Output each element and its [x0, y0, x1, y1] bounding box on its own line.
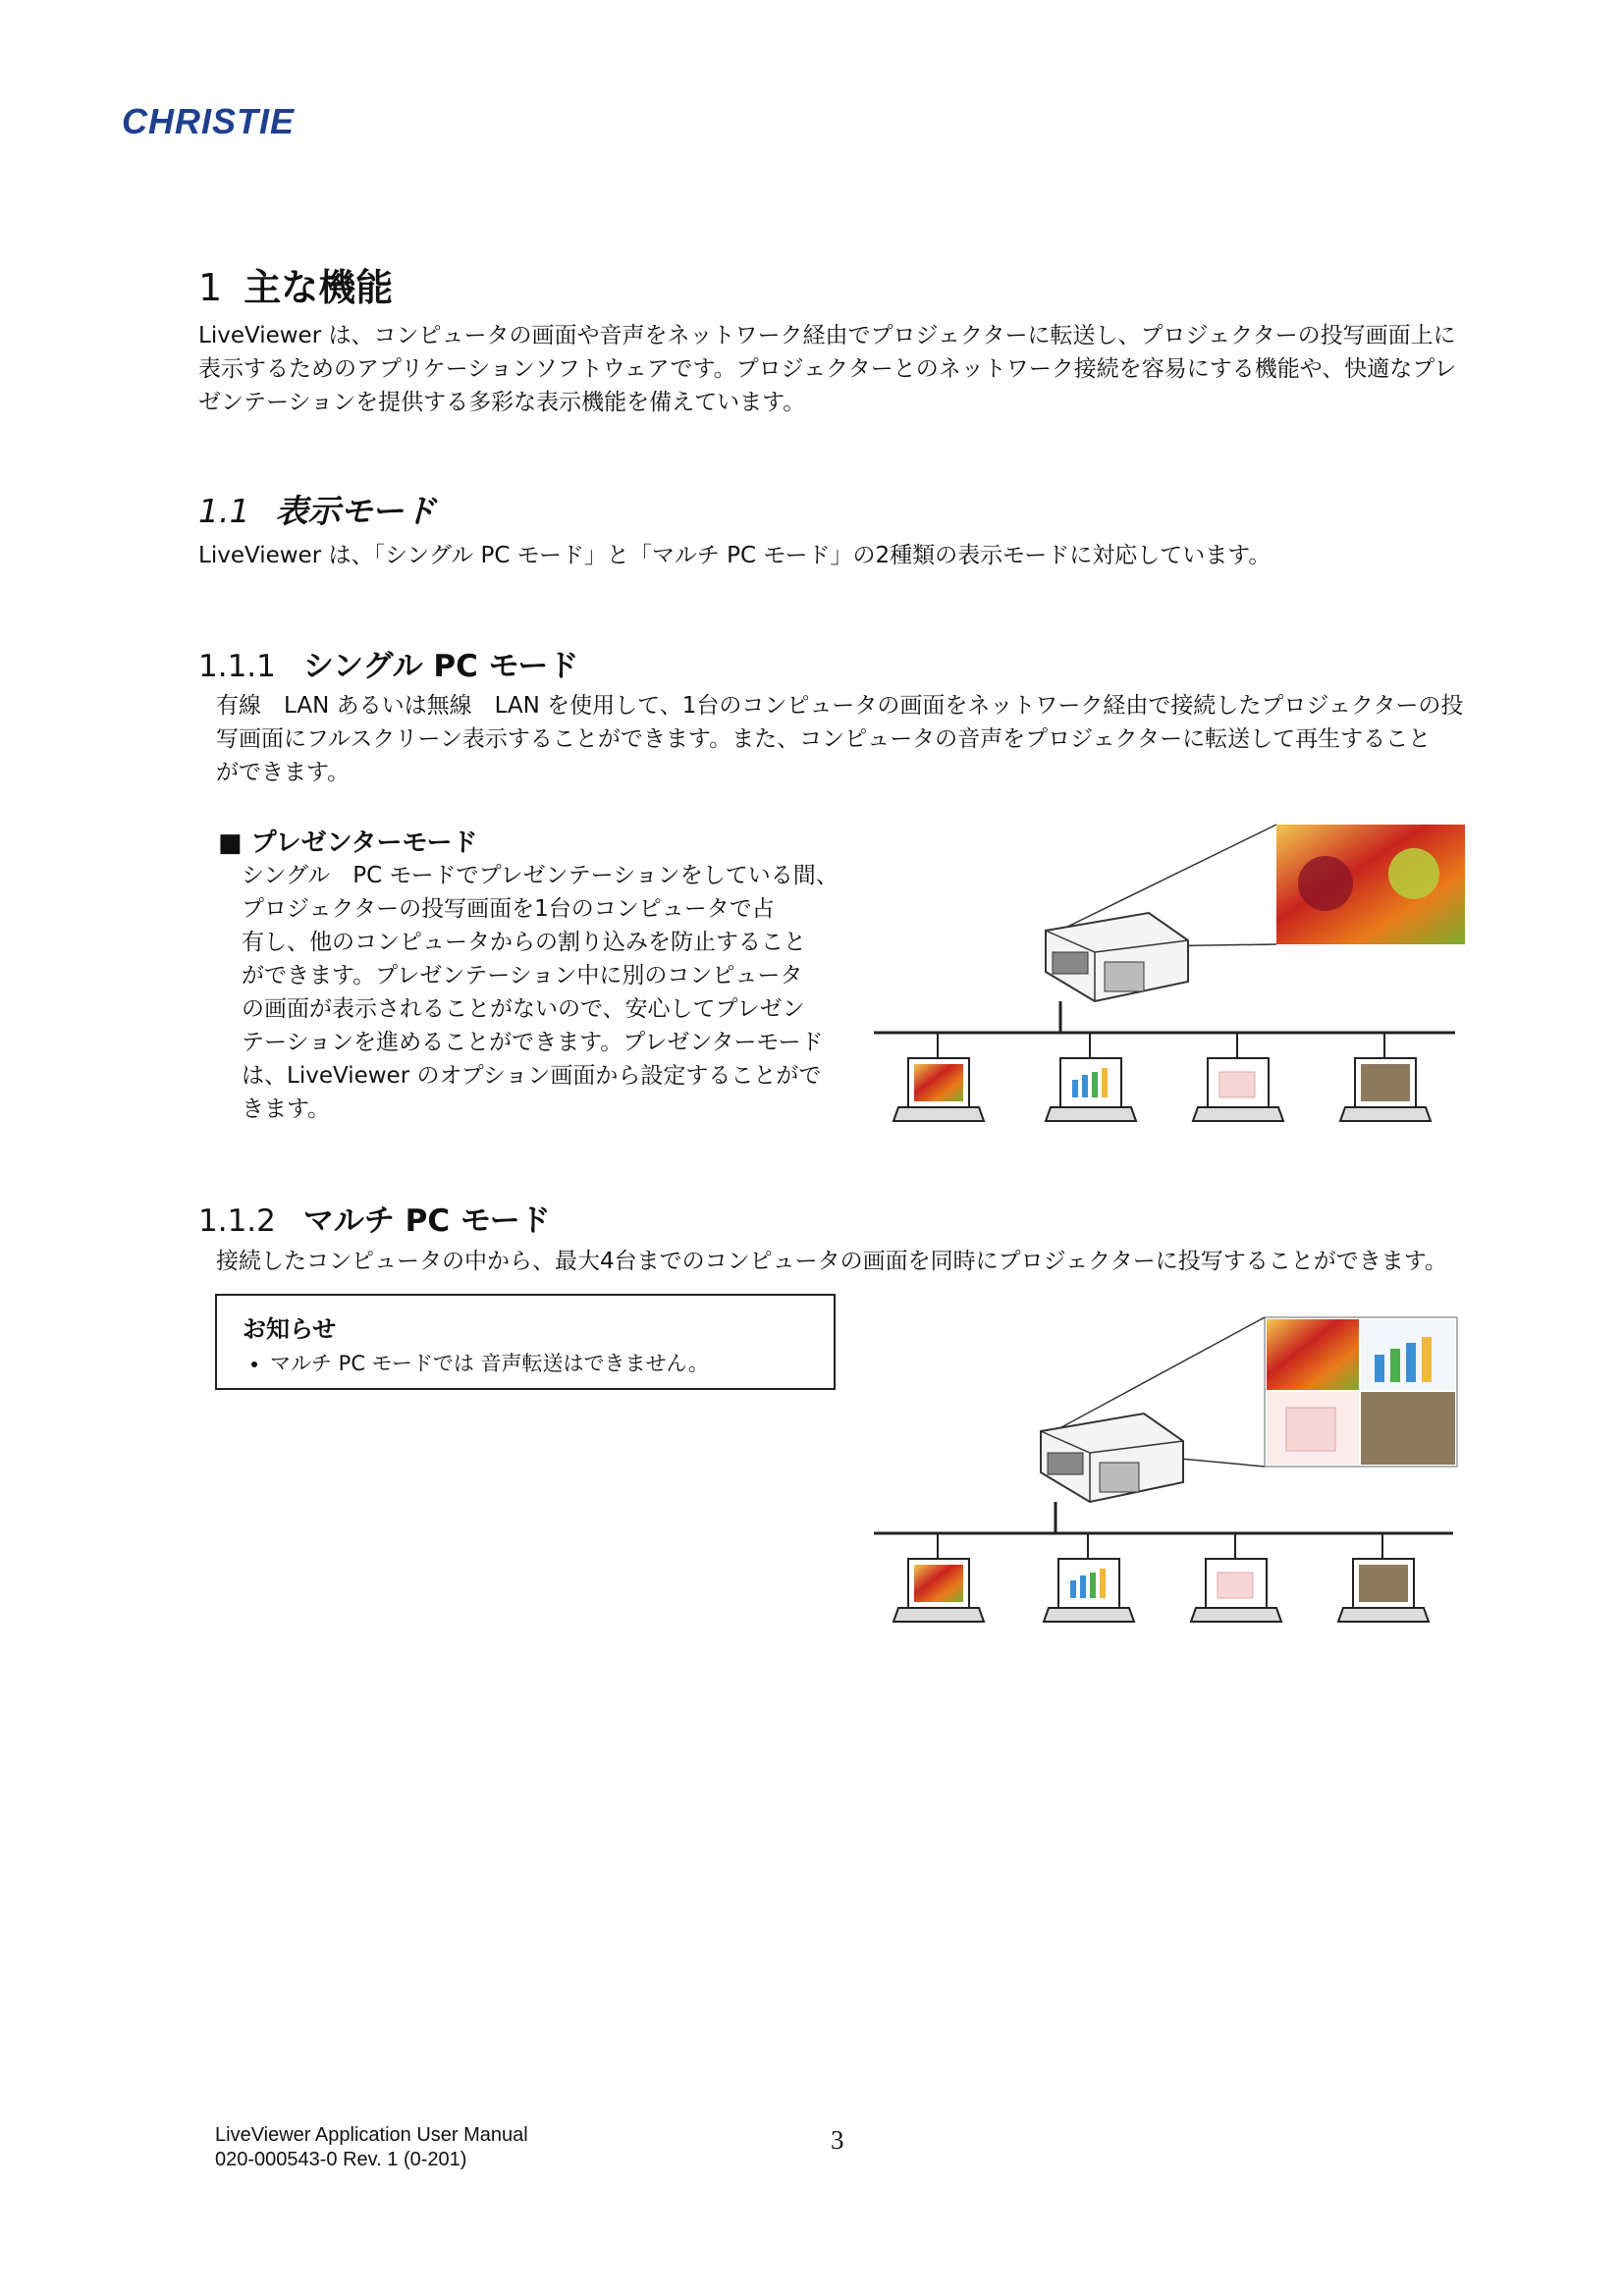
presenter-mode-body — [242, 859, 839, 1126]
projection-line — [1051, 1317, 1265, 1433]
body-line: ゼンテーションを提供する多彩な表示機能を備えています。 — [198, 390, 806, 415]
section-1-heading — [198, 257, 393, 311]
body-line: の画面が表示されることがないので、安心してプレゼン — [242, 996, 805, 1022]
body-line: 写画面にフルスクリーン表示することができます。また、コンピュータの音声をプロジェクターに転送して再生すること — [216, 726, 1432, 752]
projection-line — [1056, 825, 1276, 933]
body-line: ができます。 — [216, 760, 351, 785]
body-line: ができます。プレゼンテーション中に別のコンピュータ — [242, 963, 803, 988]
section-number: 1.1 — [198, 492, 250, 530]
section-title: 表示モード — [275, 492, 437, 530]
body-line: テーションを進めることができます。プレゼンターモード — [242, 1030, 824, 1055]
laptop-icon — [1046, 1033, 1136, 1121]
body-line: シングル PC モードでプレゼンテーションをしている間、 — [242, 863, 839, 888]
projector-icon — [1041, 1414, 1183, 1502]
footer — [215, 2123, 528, 2172]
body-line: は、LiveViewer のオプション画面から設定することがで — [242, 1063, 822, 1089]
body-line: きます。 — [242, 1096, 331, 1122]
laptop-icon — [893, 1033, 984, 1121]
section-title: 主な機能 — [244, 266, 394, 309]
section-title: シングル PC モード — [302, 649, 579, 684]
section-number: 1.1.2 — [198, 1203, 276, 1239]
single-pc-mode-diagram — [864, 815, 1473, 1148]
section-1-1-heading — [198, 486, 436, 532]
section-1-1-2-body: 接続したコンピュータの中から、最大4台までのコンピュータの画面を同時にプロジェクターに投写することができます。 — [216, 1249, 1447, 1274]
footer-doc-number: 020-000543-0 Rev. 1 (0-201) — [215, 2149, 467, 2170]
multi-pc-mode-diagram — [864, 1306, 1473, 1649]
body-line: プロジェクターの投写画面を1台のコンピュータで占 — [242, 896, 775, 922]
section-number: 1 — [198, 266, 223, 309]
page-number: 3 — [831, 2125, 844, 2155]
notice-list — [243, 1348, 808, 1377]
section-number: 1.1.1 — [198, 649, 276, 684]
section-title: マルチ PC モード — [302, 1203, 551, 1239]
projector-icon — [1046, 913, 1188, 1001]
footer-manual-title: LiveViewer Application User Manual — [215, 2124, 528, 2146]
body-line: 有線 LAN あるいは無線 LAN を使用して、1台のコンピュータの画面をネットワーク経由で接続したプロジェクターの投 — [216, 693, 1464, 719]
grapes-shape — [1298, 856, 1353, 911]
laptop-icon — [1193, 1033, 1283, 1121]
notice-item: • マルチ PC モードでは 音声転送はできません。 — [270, 1348, 808, 1377]
section-1-1-1-heading — [198, 641, 578, 685]
body-line: LiveViewer は、コンピュータの画面や音声をネットワーク経由でプロジェクターに転送し、プロジェクターの投写画面上に — [198, 323, 1456, 348]
projected-split-screen — [1265, 1317, 1457, 1467]
section-1-1-2-heading — [198, 1196, 551, 1240]
christie-logo: CHRISTIE — [122, 101, 296, 141]
green-grapes-shape — [1388, 848, 1439, 899]
body-line: 有し、他のコンピュータからの割り込みを防止すること — [242, 930, 806, 955]
body-line: 表示するためのアプリケーションソフトウェアです。プロジェクターとのネットワーク接続を容易にする機能や、快適なプレ — [198, 356, 1457, 382]
presenter-mode-title: ■ プレゼンターモード — [218, 828, 478, 858]
section-1-1-1-body — [216, 689, 1463, 789]
section-1-1-body: LiveViewer は、「シングル PC モード」と「マルチ PC モード」の2種類の表示モードに対応しています。 — [198, 543, 1272, 568]
laptop-icon — [893, 1533, 984, 1622]
laptop-icon — [1340, 1033, 1431, 1121]
laptop-icon — [1338, 1533, 1429, 1622]
section-1-body — [198, 319, 1456, 419]
notice-box — [215, 1294, 836, 1390]
notice-title: お知らせ — [243, 1315, 337, 1343]
laptop-icon — [1044, 1533, 1134, 1622]
laptop-icon — [1191, 1533, 1281, 1622]
